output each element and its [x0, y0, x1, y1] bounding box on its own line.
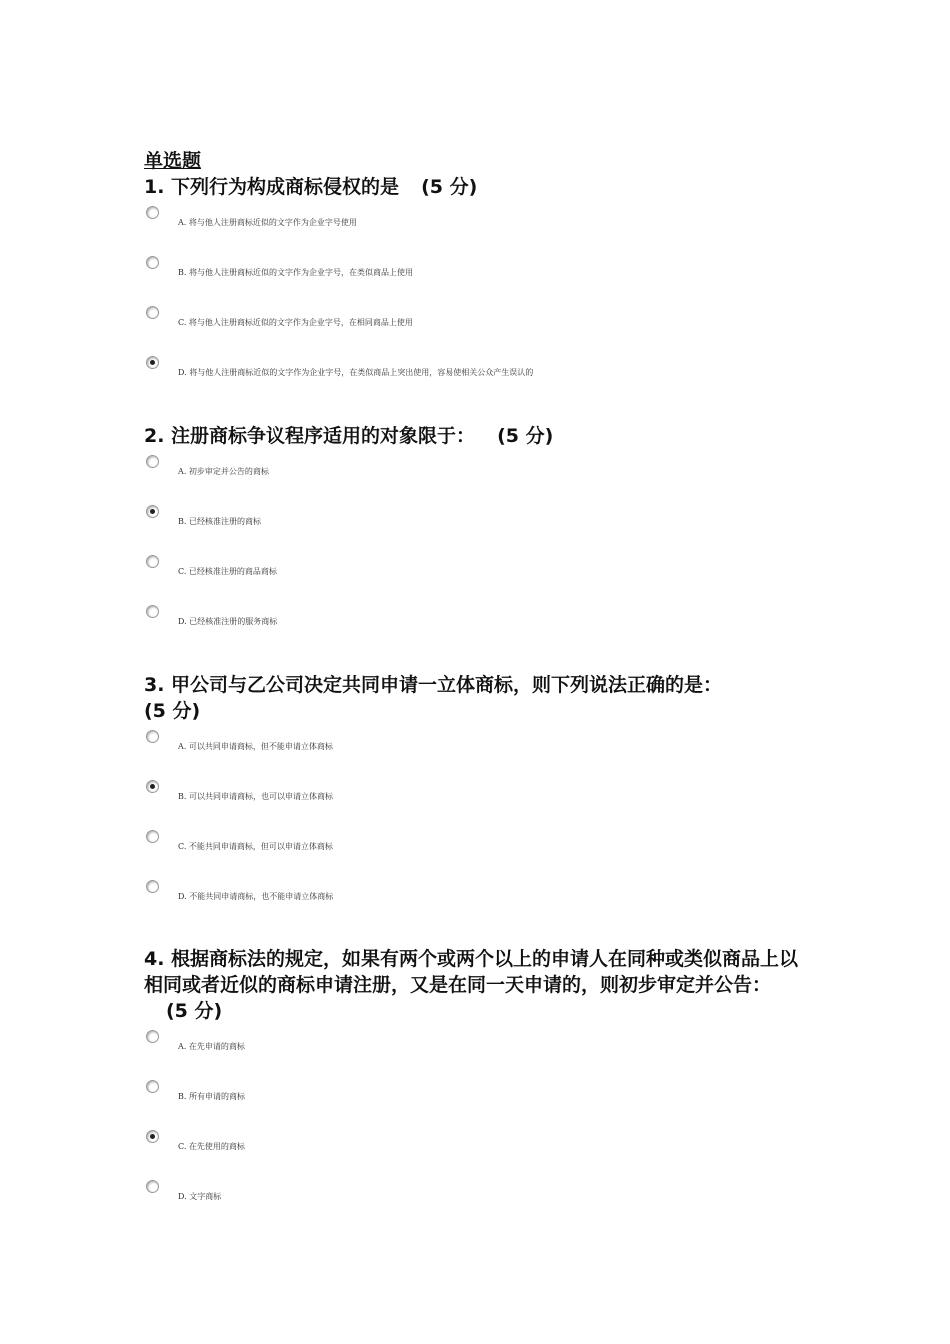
question-3	[144, 672, 824, 924]
option-d[interactable]	[144, 1174, 810, 1224]
radio-button[interactable]	[146, 1180, 159, 1193]
question-title	[144, 423, 824, 449]
section-title: 单选题	[144, 150, 202, 172]
option-label: B. 可以共同申请商标，也可以申请立体商标	[178, 792, 333, 801]
radio-button[interactable]	[146, 555, 159, 568]
option-label: B. 所有申请的商标	[178, 1092, 245, 1101]
option-label: C. 将与他人注册商标近似的文字作为企业字号，在相同商品上使用	[178, 318, 413, 327]
radio-button-selected[interactable]	[146, 780, 159, 793]
option-a[interactable]	[144, 724, 824, 774]
option-label: A. 可以共同申请商标，但不能申请立体商标	[178, 742, 333, 751]
question-1	[144, 174, 824, 400]
radio-button[interactable]	[146, 880, 159, 893]
option-d[interactable]	[144, 874, 824, 924]
option-c[interactable]	[144, 549, 824, 599]
question-title	[144, 174, 824, 200]
option-label: D. 将与他人注册商标近似的文字作为企业字号，在类似商品上突出使用，容易使相关公众产生误认的	[178, 368, 534, 377]
option-label: D. 不能共同申请商标，也不能申请立体商标	[178, 892, 334, 901]
option-label: A. 初步审定并公告的商标	[178, 467, 269, 476]
radio-button-selected[interactable]	[146, 505, 159, 518]
radio-button[interactable]	[146, 1080, 159, 1093]
option-label: A. 在先申请的商标	[178, 1042, 245, 1051]
option-b[interactable]	[144, 1074, 810, 1124]
question-text: 3. 甲公司与乙公司决定共同申请一立体商标，则下列说法正确的是：	[144, 674, 723, 696]
radio-button[interactable]	[146, 730, 159, 743]
option-c[interactable]	[144, 824, 824, 874]
option-label: B. 已经核准注册的商标	[178, 517, 261, 526]
question-text: 2. 注册商标争议程序适用的对象限于：	[144, 425, 476, 447]
option-b[interactable]	[144, 250, 824, 300]
radio-button[interactable]	[146, 605, 159, 618]
radio-button[interactable]	[146, 206, 159, 219]
option-b[interactable]	[144, 774, 824, 824]
option-d[interactable]	[144, 350, 824, 400]
option-label: D. 文字商标	[178, 1192, 222, 1201]
option-c[interactable]	[144, 300, 824, 350]
option-d[interactable]	[144, 599, 824, 649]
radio-button[interactable]	[146, 830, 159, 843]
radio-button[interactable]	[146, 1030, 159, 1043]
radio-button-selected[interactable]	[146, 356, 159, 369]
question-points: (5 分)	[421, 176, 478, 198]
question-4	[144, 946, 810, 1224]
question-points: (5 分)	[166, 1000, 223, 1022]
question-points: (5 分)	[144, 700, 201, 722]
option-a[interactable]	[144, 1024, 810, 1074]
question-text: 1. 下列行为构成商标侵权的是	[144, 176, 400, 198]
option-label: A. 将与他人注册商标近似的文字作为企业字号使用	[178, 218, 357, 227]
option-c[interactable]	[144, 1124, 810, 1174]
option-b[interactable]	[144, 499, 824, 549]
option-label: D. 已经核准注册的服务商标	[178, 617, 278, 626]
question-title	[144, 672, 824, 724]
question-2	[144, 423, 824, 649]
question-text: 4. 根据商标法的规定，如果有两个或两个以上的申请人在同种或类似商品上以相同或者近似的商标申请注册，又是在同一天申请的，则初步审定并公告：	[144, 948, 799, 996]
option-label: C. 已经核准注册的商品商标	[178, 567, 277, 576]
question-title	[144, 946, 810, 1024]
radio-button-selected[interactable]	[146, 1130, 159, 1143]
radio-button[interactable]	[146, 306, 159, 319]
option-label: B. 将与他人注册商标近似的文字作为企业字号，在类似商品上使用	[178, 268, 413, 277]
radio-button[interactable]	[146, 256, 159, 269]
question-points: (5 分)	[497, 425, 554, 447]
option-label: C. 在先使用的商标	[178, 1142, 245, 1151]
radio-button[interactable]	[146, 455, 159, 468]
option-a[interactable]	[144, 449, 824, 499]
option-label: C. 不能共同申请商标，但可以申请立体商标	[178, 842, 333, 851]
option-a[interactable]	[144, 200, 824, 250]
